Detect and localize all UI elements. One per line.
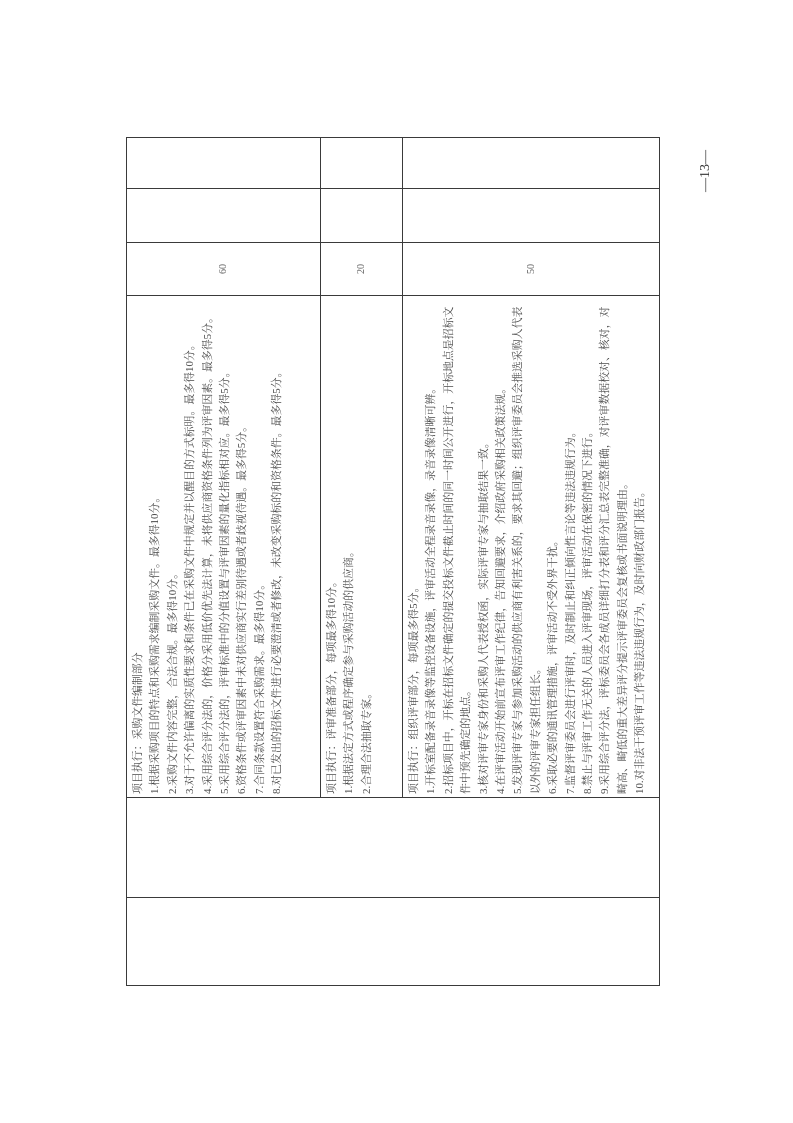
criteria-item: 7.监督评审委员会进行评审时，及时制止和纠正倾向性言论等违法违规行为。: [564, 426, 577, 794]
score-value: 20: [356, 264, 367, 274]
table-cell-score-row-3: [402, 242, 660, 296]
criteria-title: 项目执行：评审准备部分，每项最多得10分。: [326, 576, 338, 794]
score-value: 50: [525, 264, 537, 274]
criteria-item: 2.合理合法抽取专家。: [360, 687, 373, 794]
criteria-item: 5.发现评审专家与参加采购活动的供应商有利害关系的，要求其回避；组织评审委员会推选采购人代表以外的评审专家担任组长。: [512, 306, 542, 794]
criteria-item: 5.采用综合评分法的，评审标准中的分值设置与评审因素的量化指标相对应。最多得5分。: [219, 366, 232, 794]
criteria-item: 2.采购文件内容完整，合法合规。最多得10分。: [166, 568, 179, 794]
criteria-item: 4.采用综合评分法的，价格分采用低价优先法计算，未将供应商资格条件列为评审因素。最多得5分。: [201, 312, 214, 794]
criteria-item: 9.采用综合评分法，评标委员会各成员详细打分表和评分汇总表完整准确，对评审数据校对、核对，对畸高、畸低的重大差异评分提示评审委员会复核或书面说明理由。: [599, 306, 629, 794]
criteria-item: 10.对非法干预评审工作等违法违规行为，及时向财政部门报告。: [634, 486, 647, 794]
criteria-item: 2.招标项目中，开标在招标文件确定的提交投标文件截止时间的同一时间公开进行，开标地点是招标文件中预先确定的地点。: [442, 306, 473, 794]
criteria-item: 1.根据法定方式或程序确定参与采购活动的供应商。: [343, 546, 356, 794]
table-cell-subcategory: [126, 797, 660, 898]
criteria-title: 项目执行：采购文件编制部分: [132, 652, 144, 794]
criteria-item: 3.核对评审专家身份和采购人代表授权函，实际评审专家与抽取结果一致。: [477, 437, 490, 794]
score-value: 60: [218, 264, 229, 274]
criteria-item: 4.在评审活动开始前宣布评审工作纪律，告知回避要求，介绍政府采购相关政策法规。: [495, 382, 508, 794]
table-cell-score-row-1: [126, 242, 321, 296]
criteria-item: 1.开标室配备录音录像等监控设备设施，评审活动全程录音录像，录音录像清晰可辨。: [425, 382, 438, 794]
criteria-item: 8.对已发出的招标文件进行必要澄清或者修改，未改变采购标的和资格条件。最多得5分。: [271, 366, 284, 794]
criteria-item: 6.资格条件或评审因素中未对供应商实行差别待遇或者歧视待遇。最多得5分。: [236, 420, 249, 794]
table-cell-empty: [126, 188, 321, 243]
table-cell-criteria-row-3: [402, 295, 660, 798]
criteria-title: 项目执行：组织评审部分，每项最多得5分。: [408, 581, 420, 794]
table-cell-criteria-row-1: [126, 295, 321, 798]
table-cell-empty: [126, 137, 321, 189]
page-number: —13—: [698, 150, 713, 192]
criteria-item: 1.根据采购项目的特点和采购需求编制采购文件。最多得10分。: [149, 491, 162, 794]
table-cell-empty: [402, 188, 660, 243]
table-cell-empty: [402, 137, 660, 189]
criteria-item: 3.对于不允许偏离的实质性要求和条件已在采购文件中规定并以醒目的方式标明。最多得10分。: [184, 339, 197, 794]
criteria-item: 6.采取必要的通讯管理措施，评审活动不受外界干扰。: [547, 535, 560, 794]
table-cell-category: [126, 897, 660, 986]
criteria-item: 7.合同条款设置符合采购需求。最多得10分。: [253, 578, 266, 794]
criteria-item: 8.禁止与评审工作无关的人员进入评审现场，评审活动在保密的情况下进行。: [582, 426, 595, 794]
table-cell-score-row-2: [320, 242, 403, 296]
table-cell-empty: [320, 137, 403, 189]
table-cell-criteria-row-2: [320, 295, 403, 798]
table-cell-empty: [320, 188, 403, 243]
